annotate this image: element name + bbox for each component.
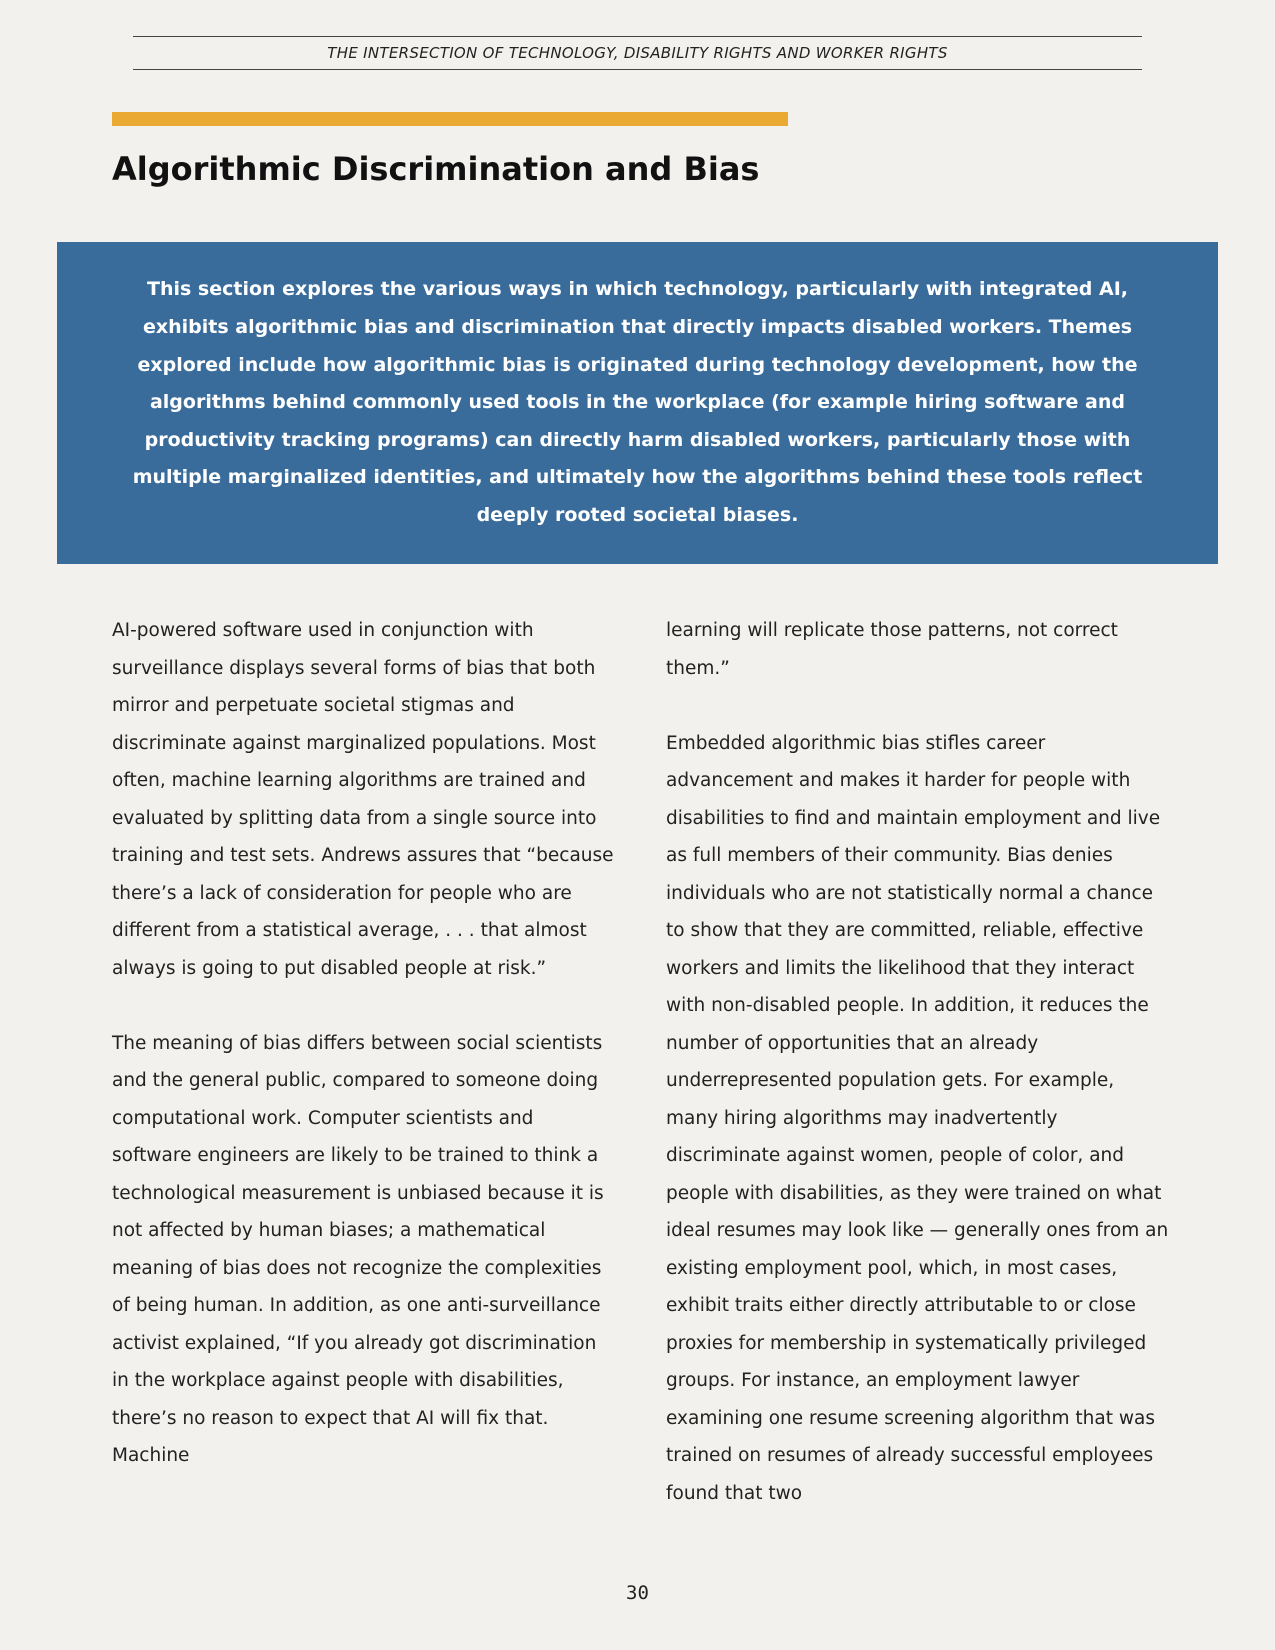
running-header: THE INTERSECTION OF TECHNOLOGY, DISABILITY RIGHTS AND WORKER RIGHTS [133, 36, 1142, 70]
page-number: 30 [626, 1582, 649, 1604]
intro-callout-box [57, 242, 1218, 564]
left-paragraph-1: AI-powered software used in conjunction with surveillance displays several forms of bias that both mirror and perpetuate societal stigmas and discriminate against marginalized populations. Most often, machine learning algorithms are trained and evaluated by splitting data from a single source into training and test sets. Andrews assures that “because there’s a lack of consideration for people who are different from a statistical average, . . . that almost always is going to put disabled people at risk.” [112, 620, 614, 979]
right-paragraph-2: Embedded algorithmic bias stifles career advancement and makes it harder for people with disabilities to find and maintain employment and live as full members of their community. Bias denies individuals who are not statistically normal a chance to show that they are committed, reliable, effective workers and limits the likelihood that they interact with non-disabled people. In addition, it reduces the number of opportunities that an already underrepresented population gets. For example, many hiring algorithms may inadvertently discriminate against women, people of color, and people with disabilities, as they were trained on what ideal resumes may look like — generally ones from an existing employment pool, which, in most cases, exhibit traits either directly attributable to or close proxies for membership in systematically privileged groups. For instance, an employment lawyer examining one resume screening algorithm that was trained on resumes of already successful employees found that two [666, 732, 1169, 1504]
left-paragraph-2: The meaning of bias differs between social scientists and the general public, compared to someone doing computational work. Computer scientists and software engineers are likely to be trained to think a technological measurement is unbiased because it is not affected by human biases; a mathematical meaning of bias does not recognize the complexities of being human. In addition, as one anti-surveillance activist explained, “If you already got discrimination in the workplace against people with disabilities, there’s no reason to expect that AI will fix that. Machine [112, 1032, 604, 1466]
right-paragraph-1: learning will replicate those patterns, not correct them.” [666, 620, 1118, 679]
left-column [112, 612, 617, 1512]
accent-bar [112, 112, 788, 126]
right-column [666, 612, 1171, 1550]
intro-text: This section explores the various ways in which technology, particularly with integrated AI, exhibits algorithmic bias and discrimination that directly impacts disabled workers. Themes explored include how algorithmic bias is originated during technology development, how the algorithms behind commonly used tools in the workplace (for example hiring software and productivity tracking programs) can directly harm disabled workers, particularly those with multiple marginalized identities, and ultimately how the algorithms behind these tools reflect deeply rooted societal biases. [132, 278, 1143, 526]
section-title: Algorithmic Discrimination and Bias [112, 150, 760, 188]
